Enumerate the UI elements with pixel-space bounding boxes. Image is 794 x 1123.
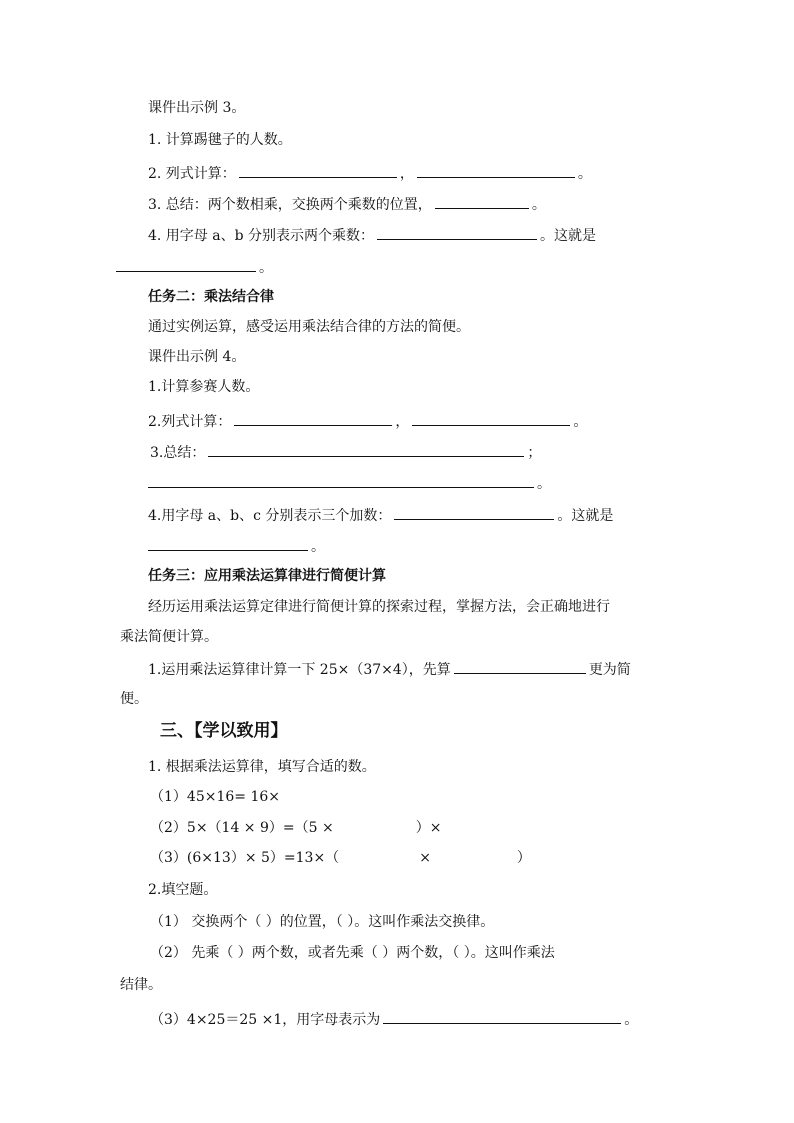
task2-q2-blank-1[interactable] xyxy=(234,410,392,426)
section3-q1-item-a: （1）45×16= 16× xyxy=(150,789,280,805)
section3-q1-b-right: ）× xyxy=(415,820,442,836)
task1-q2-sep: ， xyxy=(399,166,414,182)
task2-q4-end: 。 xyxy=(311,539,325,555)
task2-question-3 xyxy=(150,441,541,463)
task3-question-1-cont: 便。 xyxy=(120,691,148,707)
task1-intro: 课件出示例 3。 xyxy=(148,100,246,116)
task2-description: 通过实例运算，感受运用乘法结合律的方法的简便。 xyxy=(148,319,470,335)
task3-q1-tail: 更为简 xyxy=(588,662,631,678)
task2-question-2 xyxy=(148,410,587,432)
section3-q1-item-c xyxy=(150,848,531,868)
task2-question-1: 1.计算参赛人数。 xyxy=(148,379,260,395)
section3-heading: 三、【学以致用】 xyxy=(160,721,288,741)
section3-q2-item-2-line2: 结律。 xyxy=(120,977,162,993)
task2-q3-end: 。 xyxy=(537,476,551,492)
task1-q4-blank-2[interactable] xyxy=(116,256,256,272)
section3-q1-c-mid: × xyxy=(419,850,431,866)
task2-question-4-cont xyxy=(148,535,325,557)
task1-q3-text: 3. 总结：两个数相乘，交换两个乘数的位置， xyxy=(148,197,432,213)
task1-q2-blank-2[interactable] xyxy=(417,162,575,178)
task2-q4-text: 4.用字母 a、b、c 分别表示三个加数： xyxy=(148,508,392,524)
section3-q1-c-right: ） xyxy=(516,850,531,866)
task2-q4-blank-1[interactable] xyxy=(394,504,554,520)
section3-q1-c-left: （3）(6×13）× 5）=13×（ xyxy=(150,850,340,866)
task2-q4-blank-2[interactable] xyxy=(148,535,308,551)
section3-q2-item-1: （1） 交换两个（ ）的位置，（ ）。这叫作乘法交换律。 xyxy=(150,914,495,930)
task2-q2-label: 2.列式计算： xyxy=(148,414,232,430)
section3-question-2: 2.填空题。 xyxy=(148,882,218,898)
section3-q2-3-blank[interactable] xyxy=(383,1008,621,1024)
section3-q2-item-3 xyxy=(150,1008,638,1030)
task2-q2-end: 。 xyxy=(573,414,588,430)
section3-q2-3-text: （3）4×25＝25 ×1，用字母表示为 xyxy=(150,1012,381,1028)
task2-heading: 任务二：乘法结合律 xyxy=(148,289,274,305)
task1-q3-blank[interactable] xyxy=(435,193,529,209)
task2-q2-blank-2[interactable] xyxy=(412,410,570,426)
section3-q2-3-end: 。 xyxy=(624,1012,639,1028)
task1-q3-end: 。 xyxy=(531,197,546,213)
section3-q2-item-2-line1: （2） 先乘（ ）两个数，或者先乘（ ）两个数，（ ）。这叫作乘法 xyxy=(150,945,555,961)
task2-question-4 xyxy=(148,504,613,526)
task3-q1-text: 1.运用乘法运算律计算一下 25×（37×4），先算 xyxy=(148,662,451,678)
task1-question-4-cont xyxy=(116,256,273,278)
task1-q4-text: 4. 用字母 a、b 分别表示两个乘数： xyxy=(148,228,375,244)
section3-q1-b-left: （2）5×（14 × 9）=（5 × xyxy=(150,820,334,836)
task3-description-line2: 乘法简便计算。 xyxy=(120,629,218,645)
task1-q4-blank-1[interactable] xyxy=(377,224,537,240)
task2-q3-label: 3.总结： xyxy=(150,445,206,461)
section3-q1-item-b xyxy=(150,818,441,838)
task2-q4-tail: 。这就是 xyxy=(557,508,614,524)
task1-q4-end: 。 xyxy=(259,260,273,276)
section3-question-1: 1. 根据乘法运算律，填写合适的数。 xyxy=(148,759,376,775)
task3-question-1 xyxy=(148,658,631,680)
task2-intro: 课件出示例 4。 xyxy=(148,349,246,365)
task1-q2-label: 2. 列式计算： xyxy=(148,166,236,182)
task2-q3-semi: ； xyxy=(527,445,542,461)
task1-question-3 xyxy=(148,193,546,215)
task1-question-4 xyxy=(148,224,596,246)
task2-q2-sep: ， xyxy=(395,414,410,430)
task2-question-3-cont xyxy=(148,472,551,494)
task1-q2-blank-1[interactable] xyxy=(239,162,397,178)
task1-question-2 xyxy=(148,162,592,184)
task3-heading: 任务三：应用乘法运算律进行简便计算 xyxy=(148,568,386,584)
task1-q2-end: 。 xyxy=(577,166,592,182)
task2-q3-blank-2[interactable] xyxy=(148,472,534,488)
task1-q4-tail: 。这就是 xyxy=(540,228,597,244)
task2-q3-blank-1[interactable] xyxy=(208,441,524,457)
task3-description-line1: 经历运用乘法运算定律进行简便计算的探索过程，掌握方法，会正确地进行 xyxy=(148,599,610,615)
task3-q1-blank[interactable] xyxy=(454,658,586,674)
task1-question-1: 1. 计算踢毽子的人数。 xyxy=(148,132,292,148)
